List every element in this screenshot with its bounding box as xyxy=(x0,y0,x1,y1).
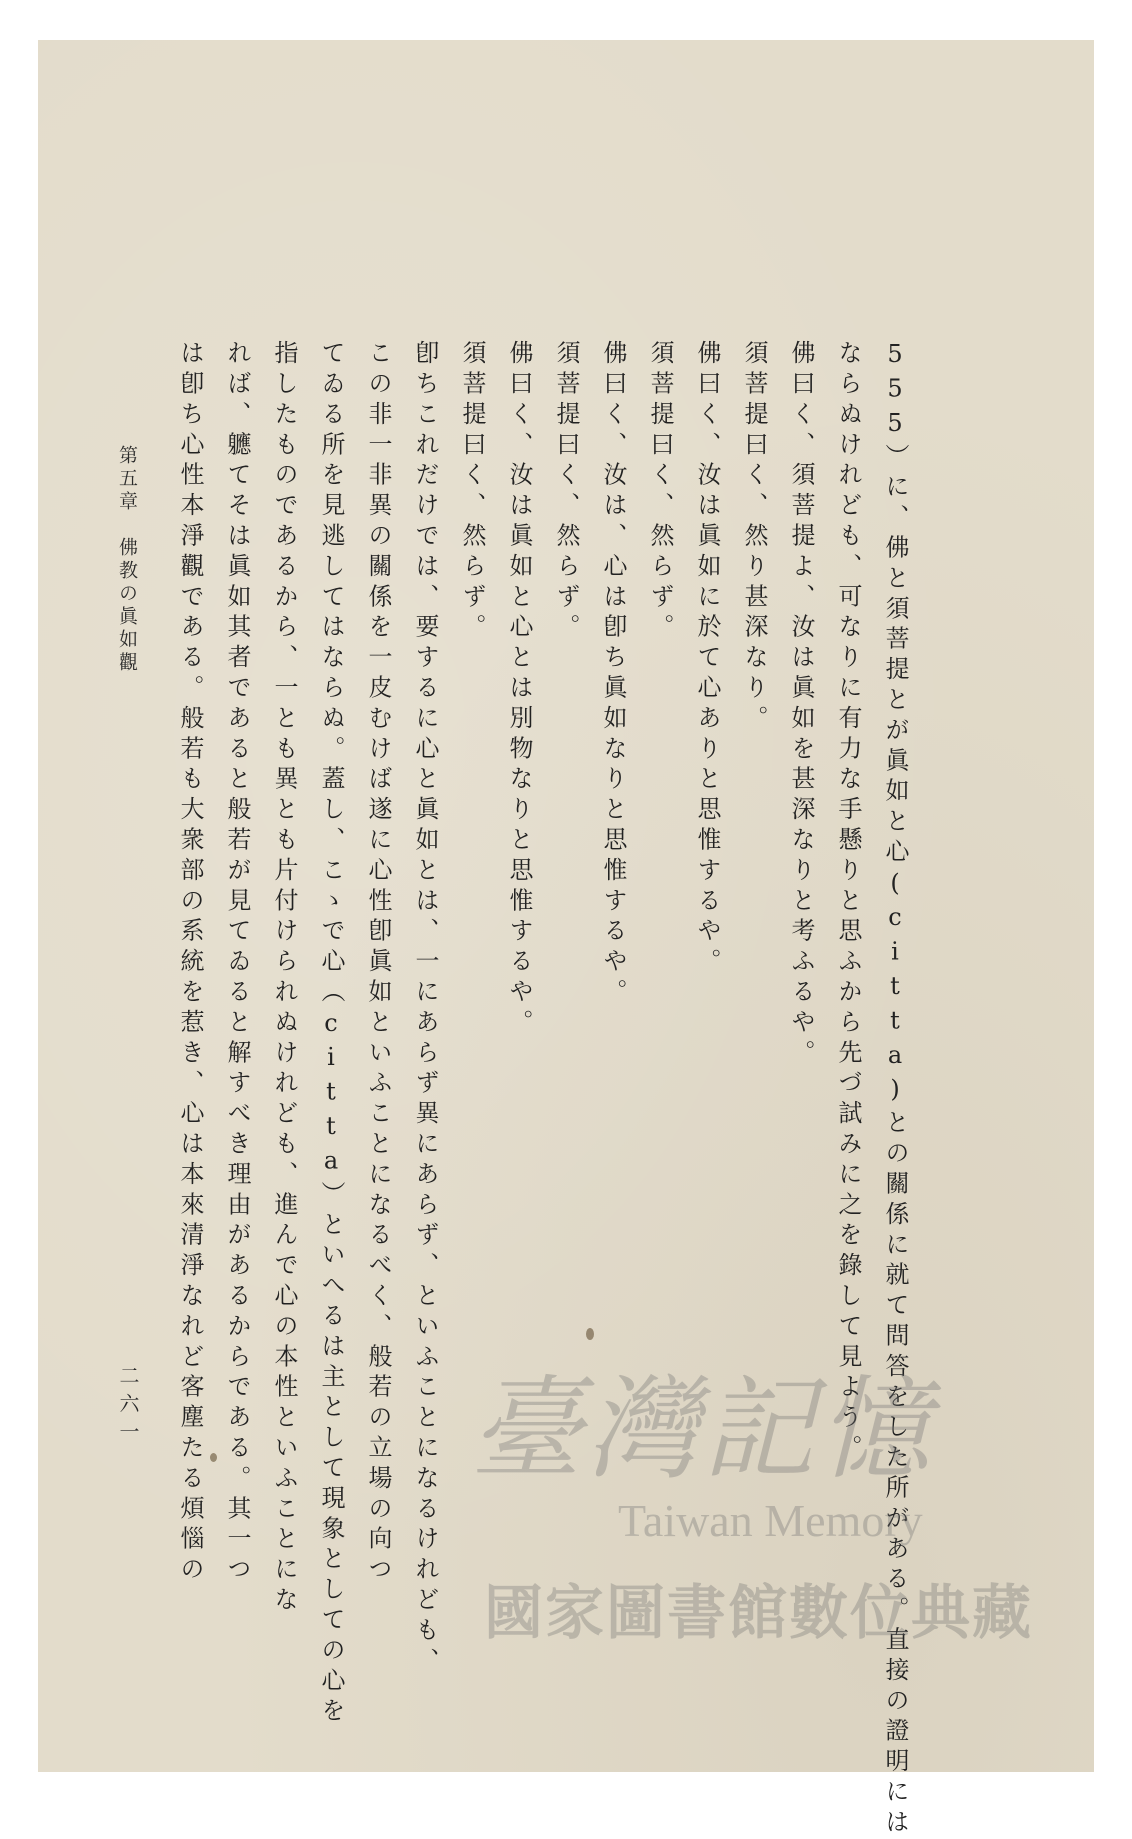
text-column-1: 555）に、佛と須菩提とが眞如と心(citta)との關係に就て問答をした所がある。直接の證明には xyxy=(881,340,909,1839)
text-column-8: 須菩提曰く、然らず。 xyxy=(552,340,580,644)
chapter-footer: 第五章 佛教の眞如觀 xyxy=(116,445,138,675)
text-column-6: 須菩提曰く、然らず。 xyxy=(646,340,674,644)
text-column-2: ならぬけれども、可なりに有力な手懸りと思ふから先づ試みに之を錄して見よう。 xyxy=(834,340,862,1465)
watermark-logo-script: 臺灣記憶 xyxy=(470,1365,934,1495)
text-column-10: 須菩提曰く、然らず。 xyxy=(458,340,486,644)
paper-stain xyxy=(210,1453,217,1462)
text-column-15: れば、軈てそは眞如其者であると般若が見てゐると解すべき理由があるからである。其一つ xyxy=(223,340,251,1587)
watermark-english: Taiwan Memory xyxy=(618,1495,923,1546)
book-page xyxy=(38,40,1094,1839)
text-column-11: 卽ちこれだけでは、要するに心と眞如とは、一にあらず異にあらず、といふことになるけれども、 xyxy=(411,340,439,1678)
text-column-3: 佛曰く、須菩提よ、汝は眞如を甚深なりと考ふるや。 xyxy=(787,340,815,1070)
page-number: 二六一 xyxy=(116,1365,140,1449)
paper-stain xyxy=(586,1328,594,1340)
text-column-16: は卽ち心性本淨觀である。般若も大衆部の系統を惹き、心は本來清淨なれど客塵たる煩惱の xyxy=(176,340,204,1587)
text-column-13: てゐる所を見逃してはならぬ。蓋し、こゝで心（citta）といへるは主として現象としての心を xyxy=(317,340,345,1728)
text-column-4: 須菩提曰く、然り甚深なり。 xyxy=(740,340,768,736)
text-column-7: 佛曰く、汝は、心は卽ち眞如なりと思惟するや。 xyxy=(599,340,627,1009)
watermark-chinese: 國家圖書館數位典藏 xyxy=(484,1578,1034,1647)
text-column-9: 佛曰く、汝は眞如と心とは別物なりと思惟するや。 xyxy=(505,340,533,1040)
text-column-14: 指したものであるから、一とも異とも片付けられぬけれども、進んで心の本性といふことにな xyxy=(270,340,298,1617)
text-column-5: 佛曰く、汝は眞如に於て心ありと思惟するや。 xyxy=(693,340,721,979)
text-column-12: この非一非異の關係を一皮むけば遂に心性卽眞如といふことになるべく、般若の立場の向つ xyxy=(364,340,392,1587)
